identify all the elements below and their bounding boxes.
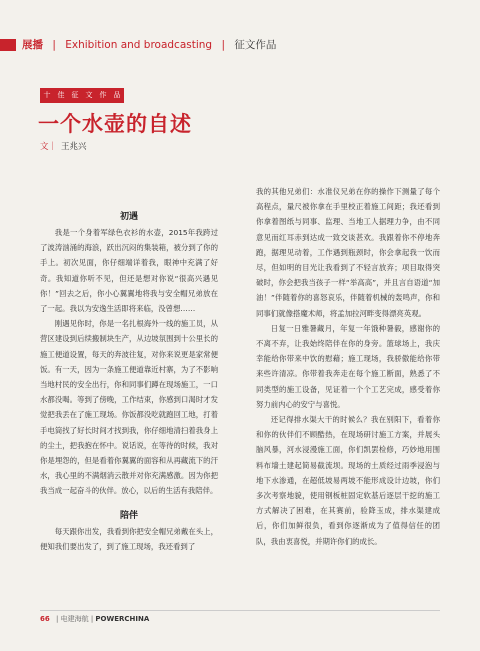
header-accent-bar xyxy=(0,39,16,51)
section-label: 展播 xyxy=(22,39,43,51)
article-title: 一个水壶的自述 xyxy=(38,112,192,136)
right-column xyxy=(256,184,440,549)
award-tag xyxy=(40,88,124,103)
tag-char: 十 xyxy=(40,88,54,103)
tag-char: 佳 xyxy=(54,88,68,103)
category-label: 征文作品 xyxy=(234,39,277,51)
byline xyxy=(40,140,87,152)
header-divider: | xyxy=(52,39,56,51)
page-number: 66 xyxy=(40,615,50,623)
paragraph: 我是一个身着军绿色衣衫的水壶，2015年我跨过了波涛汹涌的海浪，跃出沉闷的集装箱，被分到了你的手上。初次见面，你仔细端详着我，眼神中充满了好奇。我知道你听不见，但还是想对你说“很高兴遇见你！”回去之后，你小心翼翼地将我与安全帽兄弟放在了一起。我以为安逸生活即将来临，没曾想…… xyxy=(40,228,218,314)
section-heading-first-meeting: 初遇 xyxy=(119,212,138,222)
page-footer xyxy=(40,614,149,624)
publication-english: POWERCHINA xyxy=(95,615,150,623)
section-heading-companionship: 陪伴 xyxy=(119,510,138,521)
tag-char: 品 xyxy=(110,88,124,103)
footer-divider: | xyxy=(90,615,94,623)
section-english-label: Exhibition and broadcasting xyxy=(65,39,213,51)
paragraph: 我的其他兄弟们：水准仪兄弟在你的操作下测量了每个高程点，量尺被你拿在手里校正着施工间距；我还看到你拿着图纸与同事、监理、当地工人据理力争，由不同意见而红耳赤到达成一致交谈甚欢。我跟着你不停地奔跑，据理见动着，工作遇到瓶颈时，你会拿起我一饮而尽，但如明的目光让我看到了不轻言放弃；项目取得突破时，你会把我当孩子一样“举高高”，并且言自语道“加油！”伴随着你的喜怒哀乐，伴随着机械的轰鸣声，你和同事们就像搭魔术师，将孟加拉河畔变得漂亮英观。 xyxy=(256,187,440,318)
tag-char: 文 xyxy=(82,88,96,103)
author-name: 王兆兴 xyxy=(61,142,87,152)
byline-label: 文｜ xyxy=(40,142,58,152)
publication-name: 电建海航 xyxy=(60,615,89,623)
paragraph: 刚遇见你时，你是一名扎根海外一线的施工员，从营区建设到后续搬制块生产，从边坡氛围到十公里长的施工便道设置，每天的奔波往复，对你来说更是家常便饭。有一天，因为一条施工便道靠近村寨，为了不影响当地村民的安全出行，你和同事们蹲在现场施工，一口水都没喝。等到了傍晚，工作结束，你感到口渴时才发觉把我丢在了施工现场。你饭都没吃就跑回工地，打着手电筒找了好长时间才找到我，你仔细地清扫着我身上的尘土，把我抱在怀中。说话说，在等待的时候，我对你是埋怨的，但是看着你翼翼的面容和从再藏流下的汗水，我心里的不满烟消云散并对你充满感激。因为你把我当成一起奋斗的伙伴。放心，以后的生活有我陪伴。 xyxy=(40,319,218,496)
paragraph: 还记得排水渠大干的时候么？我在别阳下，看着你和你的伙伴们不顾酷热，在现场研讨施工方案，并展头脑风暴，河水浸漫施工面，你们凯罢检修，巧妙地用围料布墙土建起简易截流坝。现场的土质经过雨季浸泡与地下水渗通，在超低坡易两坡不能形成设计边坡，你们多次考察地貌，使用钢板桩固定软基后逐层干挖的施工方式解决了困难，在其赛前，验降玉成，排水渠建成后，你们加鲜很负，看到你逐渐成为了值得信任的团队，我由衷喜悦，并期许你们的成长。 xyxy=(256,415,440,546)
tag-char: 作 xyxy=(96,88,110,103)
tag-char: 征 xyxy=(68,88,82,103)
header-divider: | xyxy=(221,39,225,51)
footer-rule xyxy=(40,610,440,611)
footer-divider: | xyxy=(55,615,59,623)
paragraph: 日复一日雅暑藏月，年复一年饿种暑毅，感谢你的不离不弃，让我始终陪伴在你的身旁。篮球场上，我庆幸能给你带来中饮的慰藉；施工现场，我骄傲能给你带来些许清凉。你带着我奔走在每个施工断面，熟悉了不同类型的施工设备，见证着一个个工艺完成，感受着你努力前内心的安宁与喜悦。 xyxy=(256,323,440,409)
paragraph: 每天跟你出发，我看到你把安全帽兄弟戴在头上，便知我们要出发了，到了施工现场，我还看到了 xyxy=(40,526,218,551)
left-column xyxy=(40,210,218,554)
header-text xyxy=(22,37,276,53)
page-header xyxy=(0,34,480,56)
